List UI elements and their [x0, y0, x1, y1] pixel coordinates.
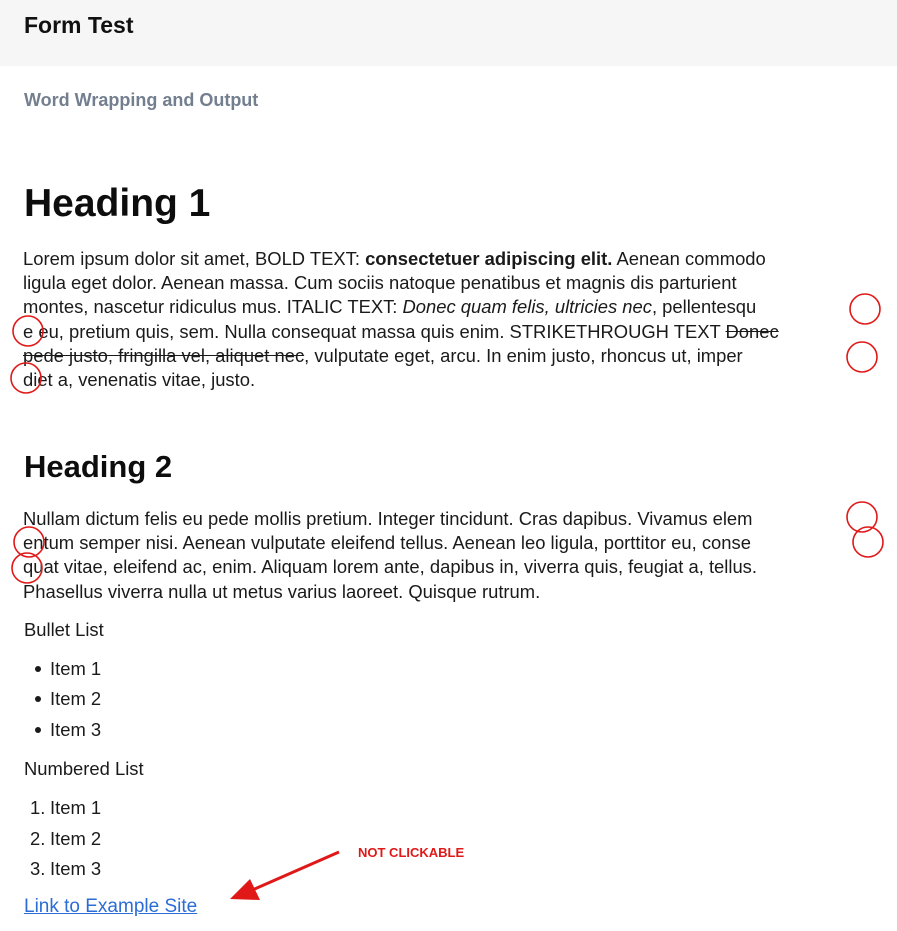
numbered-list-item: Item 2 — [50, 828, 102, 849]
bullet-dot — [35, 727, 41, 733]
highlight-circle — [847, 342, 877, 372]
paragraph-2-line-2: entum semper nisi. Aenean vulputate eleifend tellus. Aenean leo ligula, porttitor eu, conse — [23, 532, 751, 554]
strikethrough-text: pede justo, fringilla vel, aliquet nec — [23, 344, 305, 366]
bullet-list-item: Item 2 — [50, 688, 102, 709]
list-number: 2. — [30, 828, 46, 849]
highlight-circle — [850, 294, 880, 324]
highlight-circle — [853, 527, 883, 557]
paragraph-1-line-4: e eu, pretium quis, sem. Nulla consequat massa quis enim. STRIKETHROUGH TEXT Donec — [23, 320, 779, 342]
arrow-shaft — [250, 852, 339, 891]
heading-2: Heading 2 — [24, 449, 173, 484]
paragraph-2-line-3: quat vitae, eleifend ac, enim. Aliquam lorem ante, dapibus in, viverra quis, feugiat a, tellus. — [23, 556, 757, 578]
top-header-bar — [0, 0, 897, 66]
example-site-link[interactable]: Link to Example Site — [24, 896, 198, 917]
paragraph-1-line-6: diet a, venenatis vitae, justo. — [23, 369, 256, 391]
bullet-list-item: Item 1 — [50, 658, 102, 679]
heading-1: Heading 1 — [24, 182, 211, 225]
bold-text: consectetuer adipiscing elit. — [365, 248, 613, 269]
page-subtitle: Word Wrapping and Output — [24, 90, 259, 110]
paragraph-1-line-3: montes, nascetur ridiculus mus. ITALIC TEXT: Donec quam felis, ultricies nec, pellentesqu — [23, 296, 757, 318]
annotation-arrow — [230, 852, 339, 900]
numbered-list-item: Item 3 — [50, 858, 102, 879]
highlight-circle — [847, 502, 877, 532]
paragraph-2 — [23, 507, 757, 604]
paragraph-1-line-2: ligula eget dolor. Aenean massa. Cum sociis natoque penatibus et magnis dis parturient — [23, 272, 737, 294]
paragraph-2-line-4: Phasellus viverra nulla ut metus varius laoreet. Quisque rutrum. — [23, 580, 541, 602]
bullet-list-item: Item 3 — [50, 719, 102, 740]
italic-text: Donec quam felis, ultricies nec — [402, 296, 652, 318]
arrow-head — [230, 879, 260, 900]
paragraph-2-line-1: Nullam dictum felis eu pede mollis pretium. Integer tincidunt. Cras dapibus. Vivamus elem — [23, 508, 753, 529]
bullet-dot — [35, 666, 41, 672]
annotation-label: NOT CLICKABLE — [358, 845, 465, 860]
numbered-list-label: Numbered List — [24, 758, 144, 779]
list-number: 1. — [30, 797, 46, 818]
strikethrough-text-start: Donec — [725, 320, 779, 342]
bullet-dot — [35, 696, 41, 702]
paragraph-1 — [23, 247, 779, 392]
bullet-list-label: Bullet List — [24, 619, 104, 640]
numbered-list-item: Item 1 — [50, 797, 102, 818]
paragraph-1-line-5: pede justo, fringilla vel, aliquet nec, vulputate eget, arcu. In enim justo, rhoncus ut, imper — [23, 344, 743, 366]
paragraph-1-line-1: Lorem ipsum dolor sit amet, BOLD TEXT: consectetuer adipiscing elit. Aenean commodo — [23, 248, 766, 269]
list-number: 3. — [30, 858, 46, 879]
app-title: Form Test — [24, 12, 134, 38]
